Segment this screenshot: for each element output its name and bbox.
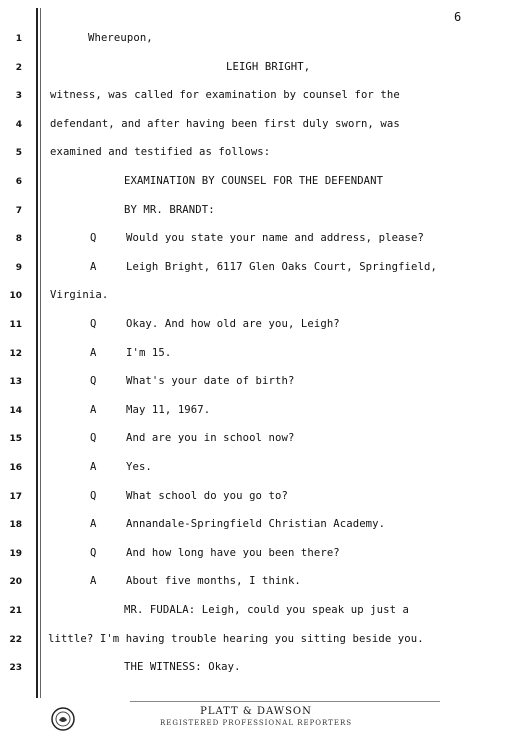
line-number: 20	[9, 577, 22, 588]
firm-subtitle: REGISTERED PROFESSIONAL REPORTERS	[159, 719, 353, 727]
line-text: Annandale-Springfield Christian Academy.	[126, 518, 386, 531]
speaker-marker: A	[90, 260, 97, 273]
transcript-line	[0, 516, 512, 536]
transcript-line	[0, 373, 512, 393]
line-number: 4	[15, 119, 22, 130]
line-text: defendant, and after having been first duly sworn, was	[50, 117, 400, 130]
speaker-marker: Q	[90, 232, 97, 245]
line-number: 23	[9, 663, 22, 674]
line-number: 14	[9, 405, 22, 416]
page-number: 6	[454, 10, 462, 24]
line-number: 6	[15, 177, 22, 187]
line-number: 5	[15, 148, 22, 159]
transcript-line	[0, 659, 512, 679]
transcript-line	[0, 116, 512, 136]
speaker-marker: A	[90, 575, 97, 588]
line-text: I'm 15.	[126, 346, 172, 359]
line-text: Would you state your name and address, please?	[126, 232, 424, 245]
transcript-line	[0, 430, 512, 450]
line-number: 19	[9, 548, 22, 559]
speaker-marker: A	[90, 403, 97, 416]
line-text: witness, was called for examination by counsel for the	[50, 89, 400, 102]
line-number: 13	[9, 377, 22, 388]
line-text: About five months, I think.	[126, 575, 301, 588]
speaker-marker: Q	[90, 318, 97, 330]
transcript-line	[0, 345, 512, 365]
line-number: 1	[15, 34, 22, 44]
firm-name: PLATT & DAWSON	[200, 706, 312, 717]
line-number: 17	[9, 491, 22, 502]
speaker-marker: Q	[90, 375, 97, 388]
transcript-line	[0, 259, 512, 279]
transcript-line	[0, 144, 512, 164]
line-text: LEIGH BRIGHT,	[226, 60, 311, 73]
speaker-marker: Q	[90, 489, 97, 502]
line-number: 21	[9, 606, 22, 616]
transcript-line	[0, 602, 512, 622]
line-text: Yes.	[126, 461, 152, 473]
transcript-line	[0, 316, 512, 336]
line-text: May 11, 1967.	[126, 403, 211, 416]
line-text: THE WITNESS: Okay.	[124, 661, 241, 674]
transcript-line	[0, 459, 512, 479]
transcript-line	[0, 573, 512, 593]
line-text: Whereupon,	[88, 32, 153, 44]
speaker-marker: Q	[90, 432, 97, 445]
transcript-line	[0, 631, 512, 651]
transcript-line	[0, 230, 512, 250]
transcript-line	[0, 202, 512, 222]
line-number: 3	[15, 91, 22, 102]
line-text: Virginia.	[50, 289, 109, 302]
footer-rule	[130, 701, 440, 702]
line-number: 22	[9, 634, 22, 645]
speaker-marker: A	[90, 346, 97, 359]
speaker-marker: Q	[90, 546, 97, 559]
line-number: 10	[9, 291, 22, 302]
line-text: Okay. And how old are you, Leigh?	[126, 318, 340, 330]
line-text: What school do you go to?	[126, 489, 288, 502]
line-text: little? I'm having trouble hearing you sitting beside you.	[48, 632, 424, 645]
transcript-line	[0, 59, 512, 79]
line-number: 2	[15, 62, 22, 73]
transcript-line	[0, 402, 512, 422]
line-number: 7	[15, 205, 22, 216]
line-number: 9	[15, 262, 22, 273]
line-text: BY MR. BRANDT:	[124, 203, 215, 216]
line-number: 18	[9, 520, 22, 531]
speaker-marker: A	[90, 518, 97, 531]
line-number: 8	[15, 234, 22, 245]
speaker-marker: A	[90, 461, 97, 473]
line-text: examined and testified as follows:	[50, 146, 271, 159]
line-text: What's your date of birth?	[126, 375, 295, 388]
transcript-line	[0, 287, 512, 307]
line-text: And how long have you been there?	[126, 546, 340, 559]
transcript-line	[0, 545, 512, 565]
line-number: 11	[9, 320, 22, 330]
line-text: Leigh Bright, 6117 Glen Oaks Court, Springfield,	[126, 260, 437, 273]
line-text: EXAMINATION BY COUNSEL FOR THE DEFENDANT	[124, 175, 384, 187]
line-text: And are you in school now?	[126, 432, 295, 445]
line-number: 16	[9, 463, 22, 473]
transcript-line	[0, 173, 512, 193]
line-number: 15	[9, 434, 22, 445]
line-text: MR. FUDALA: Leigh, could you speak up just a	[124, 604, 410, 616]
line-number: 12	[9, 348, 22, 359]
transcript-line	[0, 87, 512, 107]
transcript-line	[0, 488, 512, 508]
transcript-line	[0, 30, 512, 50]
